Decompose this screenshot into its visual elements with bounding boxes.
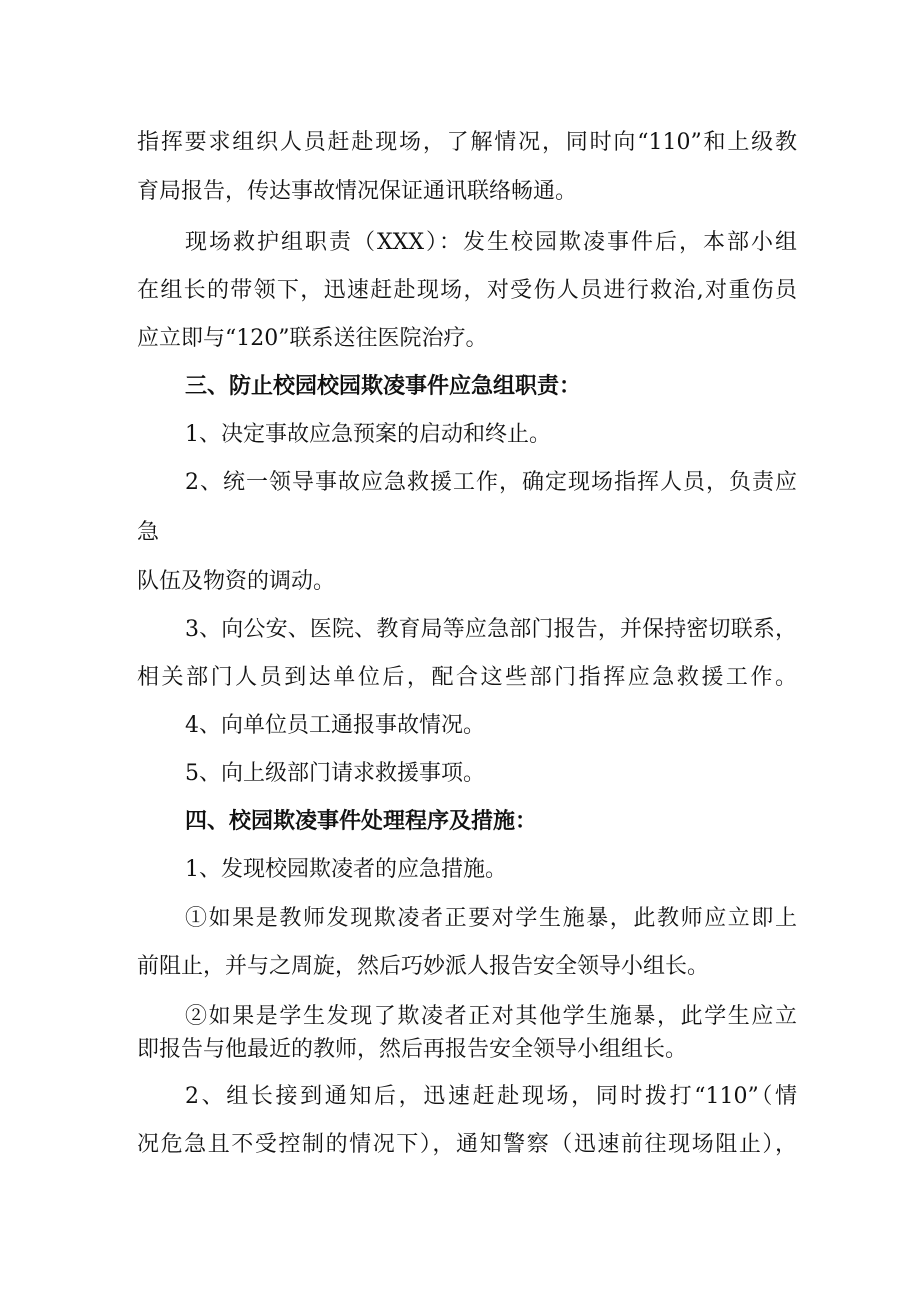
paragraph-line: 况危急且不受控制的情况下），通知警察（迅速前往现场阻止），	[137, 1132, 797, 1157]
list-item: 2、组长接到通知后，迅速赶赴现场，同时拨打“110”（情	[185, 1084, 797, 1109]
paragraph-line: 在组长的带领下，迅速赶赴现场，对受伤人员进行救治,对重伤员	[137, 278, 797, 303]
paragraph-line: 现场救护组职责（XXX）：发生校园欺凌事件后，本部小组	[185, 230, 797, 255]
paragraph-line: 急	[137, 520, 160, 545]
paragraph-line: 育局报告，传达事故情况保证通讯联络畅通。	[137, 179, 578, 204]
paragraph-line: 相关部门人员到达单位后，配合这些部门指挥应急救援工作。	[137, 665, 797, 690]
paragraph-line: 前阻止，并与之周旋，然后巧妙派人报告安全领导小组长。	[137, 954, 710, 979]
list-item: 2、统一领导事故应急救援工作，确定现场指挥人员，负责应	[185, 470, 797, 495]
list-item: ②如果是学生发现了欺凌者正对其他学生施暴，此学生应立	[185, 1004, 797, 1029]
section-heading-4: 四、校园欺凌事件处理程序及措施：	[185, 809, 538, 834]
paragraph-line: 应立即与“120”联系送往医院治疗。	[137, 326, 488, 351]
paragraph-line: 队伍及物资的调动。	[137, 569, 336, 594]
section-heading-3: 三、防止校园校园欺凌事件应急组职责：	[185, 374, 582, 399]
list-item: 1、决定事故应急预案的启动和终止。	[185, 422, 551, 447]
list-item: 5、向上级部门请求救援事项。	[185, 761, 485, 786]
paragraph-line: 即报告与他最近的教师，然后再报告安全领导小组组长。	[137, 1037, 688, 1062]
list-item: 4、向单位员工通报事故情况。	[185, 713, 485, 738]
paragraph-line: 指挥要求组织人员赶赴现场，了解情况，同时向“110”和上级教	[137, 130, 797, 155]
list-item: 3、向公安、医院、教育局等应急部门报告，并保持密切联系，	[185, 617, 797, 642]
list-item: 1、发现校园欺凌者的应急措施。	[185, 857, 507, 882]
list-item: ①如果是教师发现欺凌者正要对学生施暴，此教师应立即上	[185, 906, 797, 931]
